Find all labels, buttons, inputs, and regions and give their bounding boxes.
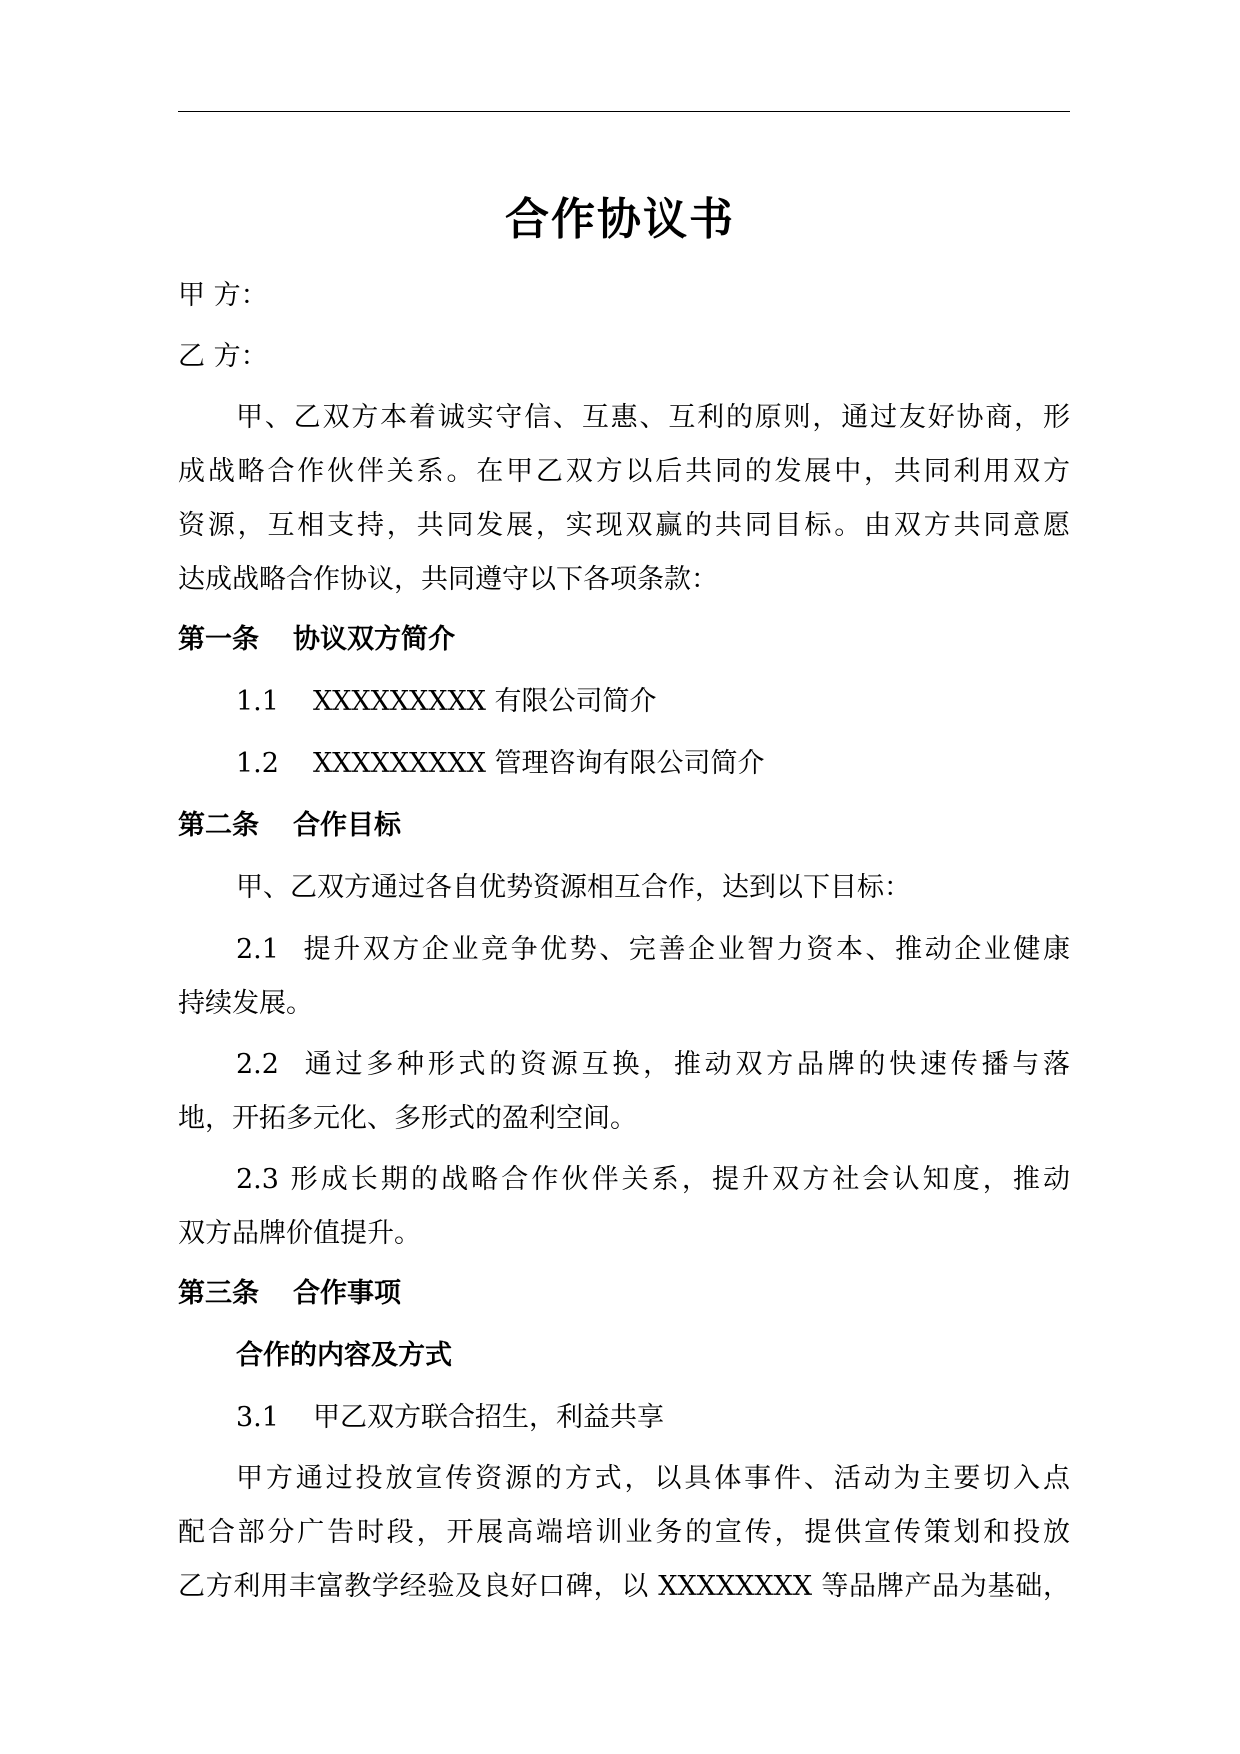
item-number: 2.1 (236, 934, 279, 965)
article-2-lead: 甲、乙双方通过各自优势资源相互合作，达到以下目标： (236, 872, 911, 903)
article-3-para-line-3: 乙方利用丰富教学经验及良好口碑，以 XXXXXXXX 等品牌产品为基础， (178, 1571, 1070, 1602)
article-2-item-3-line-2: 双方品牌价值提升。 (178, 1218, 421, 1249)
item-text: XXXXXXXXX 有限公司简介 (312, 686, 657, 717)
item-number: 3.1 (236, 1402, 279, 1433)
party-a-label: 甲 方： (178, 280, 268, 311)
intro-line-4: 达成战略合作协议，共同遵守以下各项条款： (178, 564, 718, 595)
item-text: 甲乙双方联合招生，利益共享 (312, 1402, 664, 1433)
article-2-item-1-line-2: 持续发展。 (178, 988, 313, 1019)
article-1-item-2 (236, 744, 1070, 784)
article-2-item-3-line-1: 2.3 形成长期的战略合作伙伴关系，提升双方社会认知度，推动 (236, 1164, 1070, 1195)
article-2-item-2-line-2: 地，开拓多元化、多形式的盈利空间。 (178, 1103, 637, 1134)
party-b-label: 乙 方： (178, 341, 268, 372)
item-text: 通过多种形式的资源互换，推动双方品牌的快速传播与落 (300, 1049, 1070, 1080)
article-1-heading (178, 620, 1070, 660)
article-2-heading (178, 806, 1070, 846)
item-number: 2.2 (236, 1049, 279, 1080)
article-3-para-line-2: 配合部分广告时段，开展高端培训业务的宣传，提供宣传策划和投放 (178, 1517, 1070, 1548)
article-1-item-1 (236, 682, 1070, 722)
article-2-number: 第二条 (178, 810, 259, 841)
article-3-para-line-1: 甲方通过投放宣传资源的方式，以具体事件、活动为主要切入点 (236, 1463, 1070, 1494)
intro-line-3: 资源，互相支持，共同发展，实现双赢的共同目标。由双方共同意愿 (178, 510, 1070, 541)
item-text: 提升双方企业竞争优势、完善企业智力资本、推动企业健康 (300, 934, 1070, 965)
header-rule (178, 111, 1070, 112)
article-3-subheading: 合作的内容及方式 (236, 1340, 452, 1371)
document-title: 合作协议书 (505, 194, 735, 245)
article-3-number: 第三条 (178, 1278, 259, 1309)
item-number: 1.2 (236, 748, 279, 779)
article-2-title: 合作目标 (293, 810, 401, 841)
intro-line-2: 成战略合作伙伴关系。在甲乙双方以后共同的发展中，共同利用双方 (178, 456, 1070, 487)
intro-line-1: 甲、乙双方本着诚实守信、互惠、互利的原则，通过友好协商，形 (236, 402, 1070, 433)
article-3-item-1 (236, 1398, 1070, 1438)
article-1-number: 第一条 (178, 624, 259, 655)
article-3-title: 合作事项 (293, 1278, 401, 1309)
article-2-item-1-line-1 (236, 930, 1070, 970)
item-number: 1.1 (236, 686, 279, 717)
item-text: XXXXXXXXX 管理咨询有限公司简介 (312, 748, 765, 779)
article-3-heading (178, 1274, 1070, 1314)
article-2-item-2-line-1 (236, 1045, 1070, 1085)
article-1-title: 协议双方简介 (293, 624, 455, 655)
